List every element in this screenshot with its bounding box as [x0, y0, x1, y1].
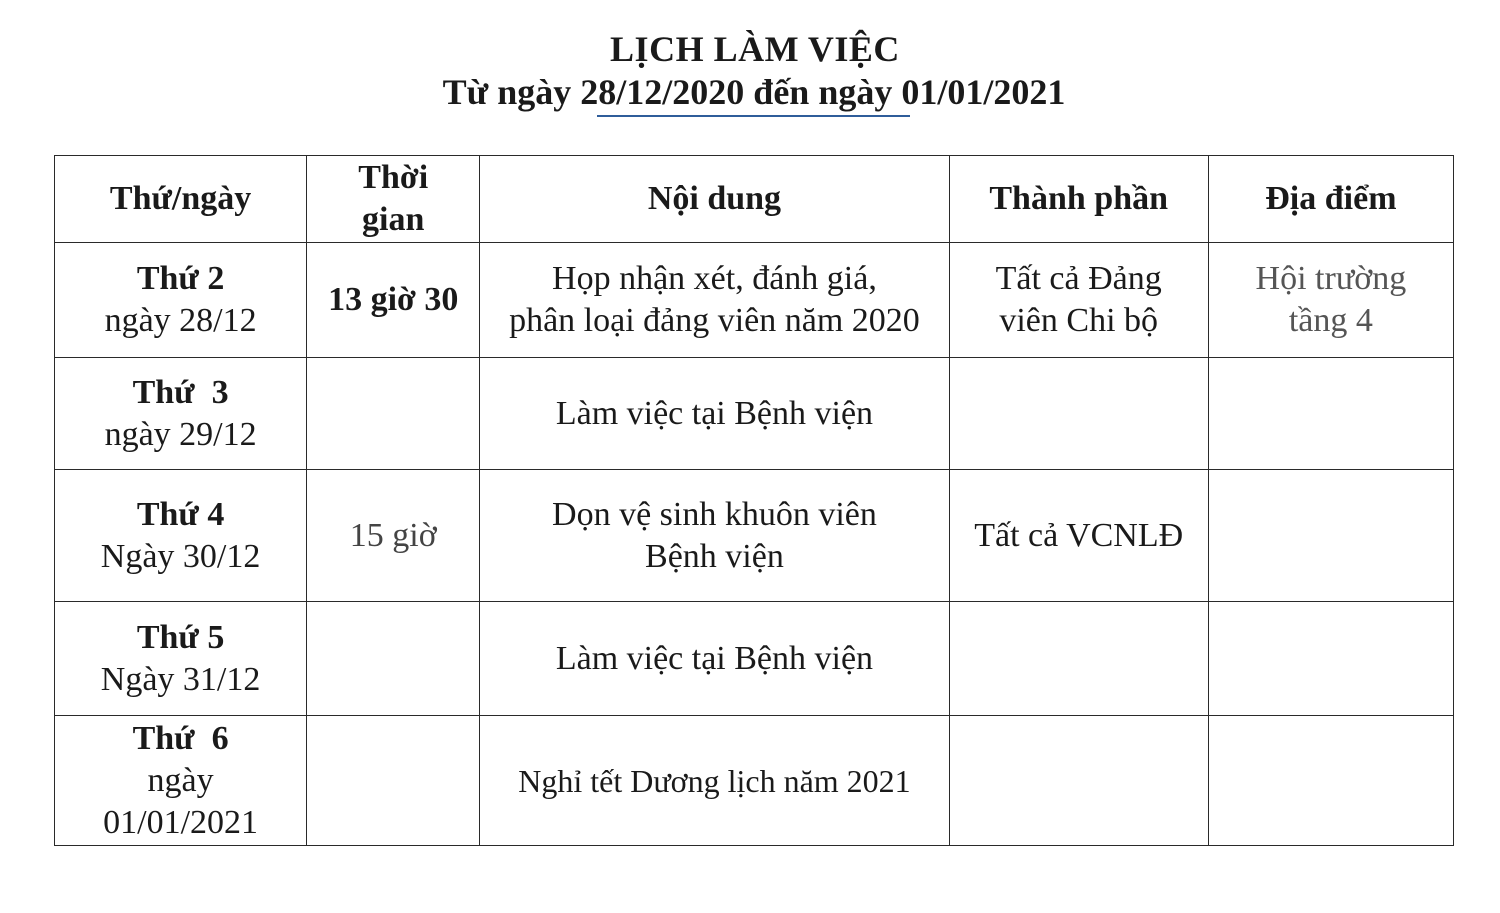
- cell-time: [307, 716, 480, 846]
- cell-day: [55, 358, 307, 470]
- cell-participants: [949, 470, 1208, 602]
- cell-day: [55, 602, 307, 716]
- cell-location: [1208, 358, 1453, 470]
- table-row: [55, 470, 1454, 602]
- cell-location: [1208, 602, 1453, 716]
- header-time: [307, 156, 480, 243]
- day-label: Thứ 2: [136, 260, 225, 297]
- content-line: Làm việc tại Bệnh viện: [555, 394, 874, 432]
- date-label: Ngày 31/12: [100, 660, 261, 698]
- cell-content: [480, 243, 949, 358]
- content-line: Bệnh viện: [645, 537, 784, 575]
- cell-content: [480, 716, 949, 846]
- table-row: [55, 243, 1454, 358]
- date-label: 01/01/2021: [103, 803, 259, 841]
- cell-location: [1208, 243, 1453, 358]
- cell-participants: [949, 602, 1208, 716]
- date-label: ngày: [147, 761, 214, 799]
- table-header-row: [55, 156, 1454, 243]
- location-line: Hội trường: [1255, 260, 1407, 297]
- cell-participants: [949, 243, 1208, 358]
- time-label: 15 giờ: [349, 516, 437, 554]
- cell-day: [55, 243, 307, 358]
- table-row: [55, 716, 1454, 846]
- content-line: Dọn vệ sinh khuôn viên: [552, 495, 877, 533]
- header-time-line2: gian: [362, 201, 425, 238]
- cell-location: [1208, 470, 1453, 602]
- cell-participants: [949, 358, 1208, 470]
- participants-line: viên Chi bộ: [999, 302, 1159, 339]
- cell-time: [307, 602, 480, 716]
- location-line: tầng 4: [1288, 302, 1373, 339]
- schedule-table: [54, 155, 1454, 846]
- participants-line: Tất cả Đảng: [995, 260, 1162, 297]
- content-line: Làm việc tại Bệnh viện: [555, 639, 874, 677]
- participants-line: Tất cả VCNLĐ: [974, 516, 1184, 554]
- cell-time: [307, 243, 480, 358]
- table-row: [55, 602, 1454, 716]
- cell-day: [55, 470, 307, 602]
- day-label: Thứ 6: [132, 719, 229, 757]
- header-time-line1: Thời: [358, 159, 429, 196]
- date-label: ngày 28/12: [104, 302, 257, 339]
- cell-content: [480, 602, 949, 716]
- time-label: 13 giờ 30: [328, 281, 459, 318]
- cell-participants: [949, 716, 1208, 846]
- cell-time: [307, 358, 480, 470]
- cell-time: [307, 470, 480, 602]
- content-line: phân loại đảng viên năm 2020: [509, 302, 920, 339]
- subtitle-underline: [597, 115, 910, 117]
- header-participants: Thành phần: [949, 156, 1208, 243]
- cell-day: [55, 716, 307, 846]
- cell-content: [480, 470, 949, 602]
- date-label: Ngày 30/12: [100, 537, 261, 575]
- day-label: Thứ 5: [136, 618, 225, 656]
- day-label: Thứ 3: [132, 373, 229, 411]
- header-day: Thứ/ngày: [55, 156, 307, 243]
- page-subtitle: Từ ngày 28/12/2020 đến ngày 01/01/2021: [442, 72, 1066, 112]
- date-label: ngày 29/12: [104, 415, 257, 453]
- cell-location: [1208, 716, 1453, 846]
- header-location: Địa điểm: [1208, 156, 1453, 243]
- day-label: Thứ 4: [136, 495, 225, 533]
- content-line: Họp nhận xét, đánh giá,: [552, 260, 877, 297]
- page-title: LỊCH LÀM VIỆC: [610, 29, 900, 69]
- table-row: [55, 358, 1454, 470]
- cell-content: [480, 358, 949, 470]
- header-content: Nội dung: [480, 156, 949, 243]
- content-line: Nghỉ tết Dương lịch năm 2021: [518, 762, 911, 799]
